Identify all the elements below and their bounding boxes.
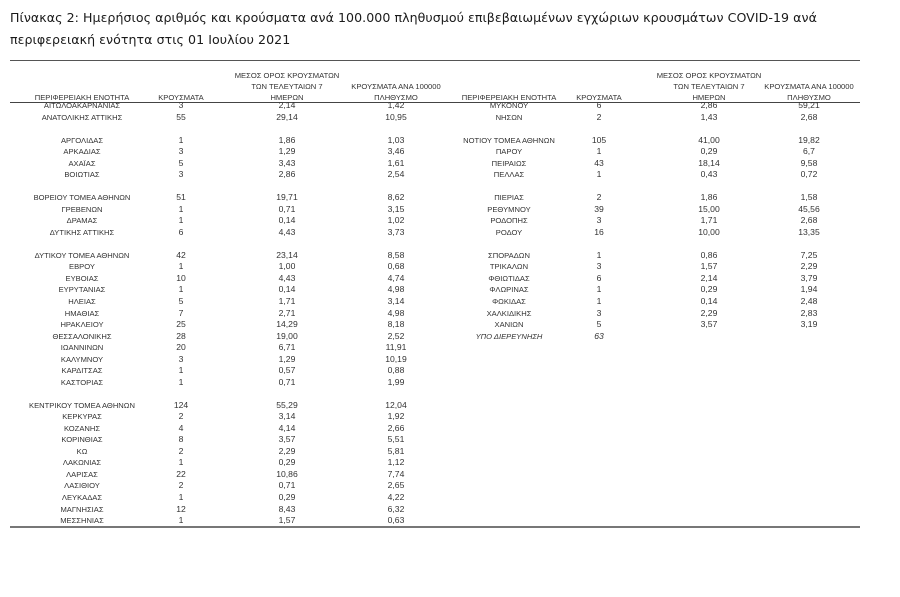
cases-per-100k-cell: 2,83 bbox=[800, 307, 818, 318]
region-name-cell: ΡΟΔΟΥ bbox=[495, 227, 523, 237]
cases-cell: 42 bbox=[176, 249, 186, 260]
seven-day-average-cell: 18,14 bbox=[698, 157, 720, 168]
region-name-cell: ΥΠΟ ΔΙΕΡΕΥΝΗΣΗ bbox=[475, 331, 543, 341]
cases-per-100k-cell: 1,02 bbox=[387, 215, 405, 226]
cases-per-100k-cell: 2,29 bbox=[800, 261, 818, 272]
table-row bbox=[0, 100, 430, 112]
cases-per-100k-cell: 1,12 bbox=[387, 457, 405, 468]
header-region-right: ΠΕΡΙΦΕΡΕΙΑΚΗ ΕΝΟΤΗΤΑ bbox=[461, 93, 557, 102]
cases-per-100k-cell: 1,61 bbox=[387, 157, 405, 168]
region-name-cell: ΕΒΡΟΥ bbox=[69, 262, 95, 272]
region-name-cell: ΝΟΤΙΟΥ ΤΟΜΕΑ ΑΘΗΝΩΝ bbox=[463, 135, 555, 145]
seven-day-average-cell: 2,14 bbox=[278, 100, 296, 110]
cases-per-100k-cell: 5,81 bbox=[387, 445, 405, 456]
seven-day-average-cell: 1,00 bbox=[278, 261, 296, 272]
cases-cell: 3 bbox=[178, 169, 184, 180]
region-name-cell: ΗΜΑΘΙΑΣ bbox=[64, 308, 100, 318]
region-name-cell: ΓΡΕΒΕΝΩΝ bbox=[61, 204, 103, 214]
region-name-cell: ΚΑΣΤΟΡΙΑΣ bbox=[60, 377, 104, 387]
seven-day-average-cell: 1,57 bbox=[700, 261, 718, 272]
cases-per-100k-cell: 11,91 bbox=[385, 342, 407, 353]
region-name-cell: ΚΕΡΚΥΡΑΣ bbox=[62, 412, 102, 422]
cases-cell: 25 bbox=[176, 319, 186, 330]
cases-cell: 1 bbox=[178, 515, 184, 526]
region-name-cell: ΠΕΙΡΑΙΩΣ bbox=[491, 158, 527, 168]
table-top-rule bbox=[10, 60, 860, 61]
seven-day-average-cell: 2,86 bbox=[700, 100, 718, 110]
seven-day-average-cell: 3,43 bbox=[278, 157, 296, 168]
cases-cell: 39 bbox=[594, 203, 604, 214]
table-row bbox=[0, 284, 430, 296]
table-row bbox=[427, 250, 857, 262]
region-name-cell: ΜΑΓΝΗΣΙΑΣ bbox=[60, 504, 104, 514]
region-name-cell: ΑΙΤΩΛΟΑΚΑΡΝΑΝΙΑΣ bbox=[43, 101, 121, 110]
cases-cell: 1 bbox=[178, 492, 184, 503]
cases-cell: 1 bbox=[178, 457, 184, 468]
cases-cell: 1 bbox=[596, 169, 602, 180]
region-name-cell: ΦΩΚΙΔΑΣ bbox=[492, 297, 526, 306]
header-per100k-line1-right: ΚΡΟΥΣΜΑΤΑ ΑΝΑ 100000 bbox=[764, 82, 854, 91]
cases-per-100k-cell: 6,7 bbox=[803, 146, 815, 157]
cases-cell: 43 bbox=[594, 157, 604, 168]
cases-per-100k-cell: 1,94 bbox=[800, 284, 818, 295]
seven-day-average-cell: 2,29 bbox=[700, 307, 718, 318]
region-name-cell: ΧΑΝΙΩΝ bbox=[494, 320, 524, 330]
table-row bbox=[0, 377, 430, 389]
seven-day-average-cell: 0,14 bbox=[700, 296, 718, 306]
table-row bbox=[0, 469, 430, 481]
table-row bbox=[0, 135, 430, 147]
seven-day-average-cell: 4,14 bbox=[278, 422, 296, 433]
seven-day-average-cell: 2,14 bbox=[700, 272, 718, 283]
region-name-cell: ΛΑΚΩΝΙΑΣ bbox=[62, 458, 102, 468]
region-name-cell: ΛΕΥΚΑΔΑΣ bbox=[61, 493, 103, 503]
seven-day-average-cell: 10,00 bbox=[698, 226, 720, 237]
cases-cell: 4 bbox=[178, 422, 184, 433]
cases-per-100k-cell: 2,66 bbox=[387, 422, 405, 433]
seven-day-average-cell: 1,71 bbox=[278, 296, 296, 306]
seven-day-average-cell: 3,14 bbox=[278, 411, 296, 422]
table-row bbox=[0, 354, 430, 366]
cases-per-100k-cell: 7,74 bbox=[387, 468, 405, 479]
cases-cell: 1 bbox=[596, 284, 602, 295]
region-name-cell: ΛΑΡΙΣΑΣ bbox=[66, 469, 98, 479]
region-name-cell: ΜΥΚΟΝΟΥ bbox=[489, 101, 529, 110]
seven-day-average-cell: 4,43 bbox=[278, 226, 296, 237]
seven-day-average-cell: 1,57 bbox=[278, 515, 296, 526]
cases-cell: 1 bbox=[596, 249, 602, 260]
seven-day-average-cell: 3,57 bbox=[700, 319, 718, 330]
seven-day-average-cell: 1,71 bbox=[700, 215, 718, 226]
table-row bbox=[427, 100, 857, 112]
cases-per-100k-cell: 59,21 bbox=[798, 100, 820, 110]
table-row bbox=[427, 215, 857, 227]
cases-per-100k-cell: 1,92 bbox=[387, 411, 405, 422]
region-name-cell: ΒΟΡΕΙΟΥ ΤΟΜΕΑ ΑΘΗΝΩΝ bbox=[33, 193, 131, 203]
cases-cell: 124 bbox=[173, 399, 189, 410]
seven-day-average-cell: 10,86 bbox=[276, 468, 298, 479]
cases-cell: 6 bbox=[596, 272, 602, 283]
table-row bbox=[427, 319, 857, 331]
header-cases-right: ΚΡΟΥΣΜΑΤΑ bbox=[576, 93, 622, 102]
cases-cell: 22 bbox=[176, 468, 186, 479]
seven-day-average-cell: 0,43 bbox=[700, 169, 718, 180]
region-name-cell: ΡΟΔΟΠΗΣ bbox=[490, 216, 528, 226]
cases-per-100k-cell: 8,18 bbox=[387, 319, 405, 330]
region-name-cell: ΧΑΛΚΙΔΙΚΗΣ bbox=[486, 308, 532, 318]
table-row bbox=[0, 400, 430, 412]
cases-per-100k-cell: 2,68 bbox=[800, 215, 818, 226]
cases-cell: 5 bbox=[178, 296, 184, 306]
table-title: Πίνακας 2: Ημερήσιος αριθμός και κρούσματα ανά 100.000 πληθυσμού επιβεβαιωμένων εγχώριων κρουσμάτων COVID-19 ανά περιφερειακή ενότητα στις 01 Ιουλίου 2021 bbox=[10, 10, 817, 47]
table-row bbox=[427, 112, 857, 124]
region-name-cell: ΦΛΩΡΙΝΑΣ bbox=[489, 285, 529, 295]
cases-cell: 6 bbox=[178, 226, 184, 237]
cases-per-100k-cell: 1,99 bbox=[387, 376, 405, 387]
table-row bbox=[427, 135, 857, 147]
seven-day-average-cell: 1,86 bbox=[700, 192, 718, 203]
table-row bbox=[427, 227, 857, 239]
cases-per-100k-cell: 2,48 bbox=[800, 296, 818, 306]
cases-cell: 3 bbox=[178, 146, 184, 157]
cases-per-100k-cell: 13,35 bbox=[798, 226, 820, 237]
cases-per-100k-cell: 1,58 bbox=[800, 192, 818, 203]
table-row bbox=[0, 365, 430, 377]
cases-per-100k-cell: 3,73 bbox=[387, 226, 405, 237]
cases-cell: 3 bbox=[178, 100, 184, 110]
cases-per-100k-cell: 0,72 bbox=[800, 169, 818, 180]
region-name-cell: ΕΥΡΥΤΑΝΙΑΣ bbox=[58, 285, 106, 295]
region-name-cell: ΔΥΤΙΚΗΣ ΑΤΤΙΚΗΣ bbox=[49, 227, 115, 237]
cases-cell: 5 bbox=[178, 157, 184, 168]
cases-per-100k-cell: 2,54 bbox=[387, 169, 405, 180]
region-name-cell: ΔΥΤΙΚΟΥ ΤΟΜΕΑ ΑΘΗΝΩΝ bbox=[34, 250, 130, 260]
table-row bbox=[0, 411, 430, 423]
region-name-cell: ΜΕΣΣΗΝΙΑΣ bbox=[60, 516, 104, 526]
seven-day-average-cell: 1,43 bbox=[700, 111, 718, 122]
region-name-cell: ΚΩ bbox=[76, 446, 88, 456]
cases-per-100k-cell: 3,19 bbox=[800, 319, 818, 330]
region-name-cell: ΗΛΕΙΑΣ bbox=[68, 297, 96, 306]
cases-cell: 1 bbox=[596, 146, 602, 157]
cases-cell: 1 bbox=[178, 215, 184, 226]
seven-day-average-cell: 2,86 bbox=[278, 169, 296, 180]
cases-cell: 8 bbox=[178, 434, 184, 445]
cases-cell: 3 bbox=[596, 215, 602, 226]
table-row bbox=[0, 492, 430, 504]
region-name-cell: ΚΑΛΥΜΝΟΥ bbox=[60, 354, 104, 364]
region-name-cell: ΑΡΓΟΛΙΔΑΣ bbox=[60, 135, 104, 145]
header-avg-line3-right: ΗΜΕΡΩΝ bbox=[692, 93, 726, 102]
header-avg-line1-left: ΜΕΣΟΣ ΟΡΟΣ ΚΡΟΥΣΜΑΤΩΝ bbox=[234, 71, 340, 80]
table-row bbox=[427, 296, 857, 308]
region-name-cell: ΕΥΒΟΙΑΣ bbox=[65, 273, 99, 283]
seven-day-average-cell: 1,29 bbox=[278, 146, 296, 157]
cases-per-100k-cell: 3,15 bbox=[387, 203, 405, 214]
table-row bbox=[0, 446, 430, 458]
table-row bbox=[427, 273, 857, 285]
cases-cell: 2 bbox=[596, 192, 602, 203]
region-name-cell: ΑΧΑΪΑΣ bbox=[68, 158, 96, 168]
region-name-cell: ΚΕΝΤΡΙΚΟΥ ΤΟΜΕΑ ΑΘΗΝΩΝ bbox=[29, 400, 135, 410]
table-row bbox=[0, 504, 430, 516]
table-row bbox=[427, 331, 857, 343]
cases-cell: 1 bbox=[178, 261, 184, 272]
cases-cell: 1 bbox=[178, 376, 184, 387]
header-avg-line3-left: ΗΜΕΡΩΝ bbox=[270, 93, 304, 102]
cases-per-100k-cell: 4,74 bbox=[387, 272, 405, 283]
cases-cell: 3 bbox=[178, 353, 184, 364]
table-row bbox=[0, 296, 430, 308]
cases-per-100k-cell: 3,46 bbox=[387, 146, 405, 157]
region-name-cell: ΠΙΕΡΙΑΣ bbox=[494, 193, 524, 203]
cases-cell: 2 bbox=[178, 411, 184, 422]
table-row bbox=[427, 261, 857, 273]
seven-day-average-cell: 0,71 bbox=[278, 480, 296, 491]
table-row bbox=[0, 146, 430, 158]
table-row bbox=[0, 319, 430, 331]
seven-day-average-cell: 3,57 bbox=[278, 434, 296, 445]
cases-cell: 20 bbox=[176, 342, 186, 353]
cases-cell: 1 bbox=[178, 134, 184, 145]
table-row bbox=[0, 250, 430, 262]
seven-day-average-cell: 2,29 bbox=[278, 445, 296, 456]
table-row bbox=[0, 169, 430, 181]
table-row bbox=[0, 308, 430, 320]
seven-day-average-cell: 19,71 bbox=[276, 192, 298, 203]
region-name-cell: ΡΕΘΥΜΝΟΥ bbox=[487, 204, 531, 214]
seven-day-average-cell: 0,29 bbox=[700, 146, 718, 157]
table-row bbox=[0, 227, 430, 239]
region-name-cell: ΚΟΡΙΝΘΙΑΣ bbox=[61, 435, 103, 445]
seven-day-average-cell: 0,29 bbox=[278, 492, 296, 503]
region-name-cell: ΔΡΑΜΑΣ bbox=[66, 216, 98, 226]
seven-day-average-cell: 0,71 bbox=[278, 203, 296, 214]
region-name-cell: ΙΩΑΝΝΙΝΩΝ bbox=[60, 343, 104, 353]
cases-cell: 3 bbox=[596, 307, 602, 318]
cases-per-100k-cell: 1,03 bbox=[387, 134, 405, 145]
region-name-cell: ΗΡΑΚΛΕΙΟΥ bbox=[60, 320, 104, 330]
header-cases-left: ΚΡΟΥΣΜΑΤΑ bbox=[158, 93, 204, 102]
table-row bbox=[427, 192, 857, 204]
region-name-cell: ΝΗΣΩΝ bbox=[495, 112, 523, 122]
cases-cell: 2 bbox=[596, 111, 602, 122]
header-region-left: ΠΕΡΙΦΕΡΕΙΑΚΗ ΕΝΟΤΗΤΑ bbox=[34, 93, 130, 102]
cases-per-100k-cell: 7,25 bbox=[800, 249, 818, 260]
cases-cell: 7 bbox=[178, 307, 184, 318]
table-row bbox=[427, 284, 857, 296]
cases-cell: 1 bbox=[596, 296, 602, 306]
cases-cell: 105 bbox=[591, 134, 607, 145]
seven-day-average-cell: 0,14 bbox=[278, 284, 296, 295]
region-name-cell: ΚΑΡΔΙΤΣΑΣ bbox=[61, 366, 103, 376]
cases-cell: 16 bbox=[594, 226, 604, 237]
table-row bbox=[427, 308, 857, 320]
cases-per-100k-cell: 19,82 bbox=[798, 134, 820, 145]
table-row bbox=[0, 342, 430, 354]
cases-per-100k-cell: 0,63 bbox=[387, 515, 405, 526]
cases-per-100k-cell: 12,04 bbox=[385, 399, 407, 410]
region-name-cell: ΑΡΚΑΔΙΑΣ bbox=[63, 147, 101, 157]
seven-day-average-cell: 19,00 bbox=[276, 330, 298, 341]
cases-per-100k-cell: 6,32 bbox=[387, 503, 405, 514]
cases-cell: 1 bbox=[178, 203, 184, 214]
table-row bbox=[0, 112, 430, 124]
seven-day-average-cell: 1,29 bbox=[278, 353, 296, 364]
seven-day-average-cell: 0,14 bbox=[278, 215, 296, 226]
cases-cell: 1 bbox=[178, 284, 184, 295]
header-avg-line2-left: ΤΩΝ ΤΕΛΕΥΤΑΙΩΝ 7 bbox=[251, 82, 323, 91]
cases-cell: 51 bbox=[176, 192, 186, 203]
cases-per-100k-cell: 8,58 bbox=[387, 249, 405, 260]
header-avg-line1-right: ΜΕΣΟΣ ΟΡΟΣ ΚΡΟΥΣΜΑΤΩΝ bbox=[656, 71, 762, 80]
cases-cell: 1 bbox=[178, 365, 184, 376]
table-row bbox=[0, 331, 430, 343]
table-row bbox=[0, 515, 430, 527]
cases-per-100k-cell: 4,22 bbox=[387, 492, 405, 503]
cases-per-100k-cell: 0,88 bbox=[387, 365, 405, 376]
region-name-cell: ΠΕΛΛΑΣ bbox=[493, 170, 525, 180]
cases-cell: 6 bbox=[596, 100, 602, 110]
cases-per-100k-cell: 45,56 bbox=[798, 203, 820, 214]
cases-cell: 2 bbox=[178, 445, 184, 456]
cases-per-100k-cell: 2,68 bbox=[800, 111, 818, 122]
region-name-cell: ΛΑΣΙΘΙΟΥ bbox=[64, 481, 100, 491]
cases-per-100k-cell: 8,62 bbox=[387, 192, 405, 203]
table-row bbox=[0, 480, 430, 492]
seven-day-average-cell: 14,29 bbox=[276, 319, 298, 330]
table-row bbox=[0, 204, 430, 216]
cases-per-100k-cell: 3,79 bbox=[800, 272, 818, 283]
table-row bbox=[427, 146, 857, 158]
table-row bbox=[427, 169, 857, 181]
cases-cell: 3 bbox=[596, 261, 602, 272]
region-name-cell: ΤΡΙΚΑΛΩΝ bbox=[489, 262, 529, 272]
region-name-cell: ΚΟΖΑΝΗΣ bbox=[63, 423, 101, 433]
table-row bbox=[427, 204, 857, 216]
header-per100k-line1-left: ΚΡΟΥΣΜΑΤΑ ΑΝΑ 100000 bbox=[351, 82, 441, 91]
header-avg-line2-right: ΤΩΝ ΤΕΛΕΥΤΑΙΩΝ 7 bbox=[673, 82, 745, 91]
cases-cell: 5 bbox=[596, 319, 602, 330]
seven-day-average-cell: 0,57 bbox=[278, 365, 296, 376]
seven-day-average-cell: 23,14 bbox=[276, 249, 298, 260]
table-row bbox=[0, 261, 430, 273]
seven-day-average-cell: 2,71 bbox=[278, 307, 296, 318]
seven-day-average-cell: 6,71 bbox=[278, 342, 296, 353]
region-name-cell: ΦΘΙΩΤΙΔΑΣ bbox=[488, 273, 530, 283]
cases-per-100k-cell: 10,19 bbox=[385, 353, 407, 364]
cases-per-100k-cell: 10,95 bbox=[385, 111, 407, 122]
cases-cell: 10 bbox=[176, 272, 186, 283]
seven-day-average-cell: 8,43 bbox=[278, 503, 296, 514]
header-per100k-line2-right: ΠΛΗΘΥΣΜΟ bbox=[787, 93, 831, 102]
seven-day-average-cell: 4,43 bbox=[278, 272, 296, 283]
region-name-cell: ΠΑΡΟΥ bbox=[495, 147, 523, 157]
header-per100k-line2-left: ΠΛΗΘΥΣΜΟ bbox=[374, 93, 418, 102]
seven-day-average-cell: 0,29 bbox=[278, 457, 296, 468]
seven-day-average-cell: 15,00 bbox=[698, 203, 720, 214]
table-row bbox=[0, 273, 430, 285]
cases-per-100k-cell: 4,98 bbox=[387, 307, 405, 318]
seven-day-average-cell: 29,14 bbox=[276, 111, 298, 122]
cases-cell: 2 bbox=[178, 480, 184, 491]
seven-day-average-cell: 55,29 bbox=[276, 399, 298, 410]
table-row bbox=[0, 215, 430, 227]
seven-day-average-cell: 1,86 bbox=[278, 134, 296, 145]
seven-day-average-cell: 41,00 bbox=[698, 134, 720, 145]
cases-cell: 28 bbox=[176, 330, 186, 341]
cases-per-100k-cell: 0,68 bbox=[387, 261, 405, 272]
table-row bbox=[0, 158, 430, 170]
region-name-cell: ΣΠΟΡΑΔΩΝ bbox=[488, 250, 530, 260]
cases-cell: 63 bbox=[594, 330, 604, 341]
seven-day-average-cell: 0,86 bbox=[700, 249, 718, 260]
cases-per-100k-cell: 1,42 bbox=[387, 100, 405, 110]
cases-cell: 12 bbox=[176, 503, 186, 514]
cases-cell: 55 bbox=[176, 111, 186, 122]
seven-day-average-cell: 0,29 bbox=[700, 284, 718, 295]
cases-per-100k-cell: 9,58 bbox=[800, 157, 818, 168]
cases-per-100k-cell: 2,52 bbox=[387, 330, 405, 341]
seven-day-average-cell: 0,71 bbox=[278, 376, 296, 387]
table-row bbox=[0, 192, 430, 204]
table-row bbox=[0, 457, 430, 469]
region-name-cell: ΘΕΣΣΑΛΟΝΙΚΗΣ bbox=[52, 331, 112, 341]
cases-per-100k-cell: 3,14 bbox=[387, 296, 405, 306]
table-row bbox=[0, 423, 430, 435]
cases-per-100k-cell: 5,51 bbox=[387, 434, 405, 445]
region-name-cell: ΑΝΑΤΟΛΙΚΗΣ ΑΤΤΙΚΗΣ bbox=[41, 112, 123, 122]
table-row bbox=[427, 158, 857, 170]
region-name-cell: ΒΟΙΩΤΙΑΣ bbox=[64, 170, 100, 180]
cases-per-100k-cell: 2,65 bbox=[387, 480, 405, 491]
cases-per-100k-cell: 4,98 bbox=[387, 284, 405, 295]
table-row bbox=[0, 434, 430, 446]
